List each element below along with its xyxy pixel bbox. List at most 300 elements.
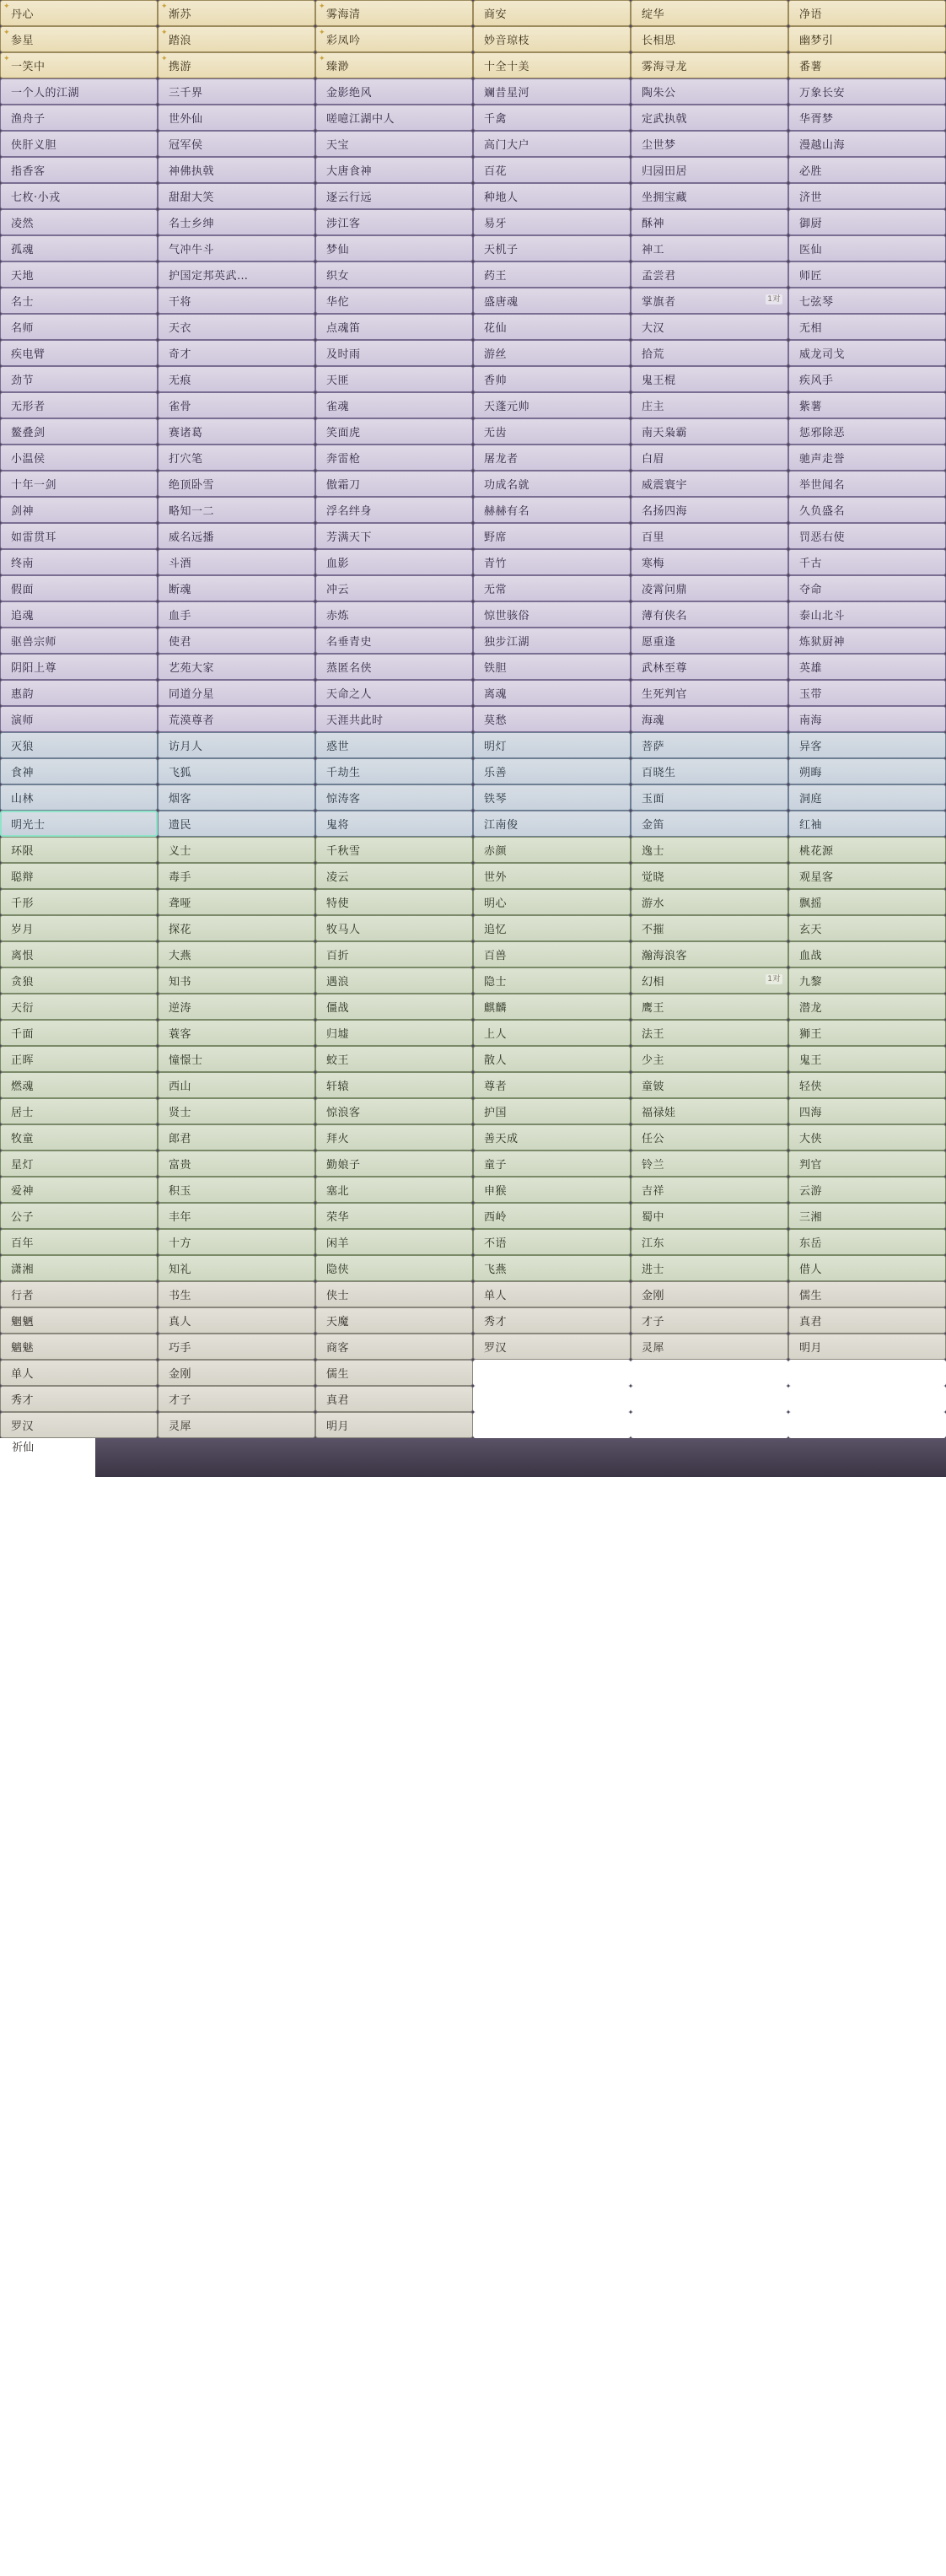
title-cell[interactable]: [788, 157, 946, 183]
title-cell[interactable]: [0, 209, 158, 235]
title-cell[interactable]: [315, 471, 473, 497]
title-cell[interactable]: [788, 523, 946, 549]
title-cell[interactable]: [631, 418, 788, 445]
title-cell[interactable]: [631, 1098, 788, 1124]
title-cell[interactable]: [0, 78, 158, 105]
title-cell[interactable]: [473, 889, 631, 915]
title-cell[interactable]: [473, 26, 631, 52]
title-cell[interactable]: [158, 994, 315, 1020]
title-cell[interactable]: [473, 967, 631, 994]
title-cell[interactable]: [315, 0, 473, 26]
title-cell[interactable]: [315, 1151, 473, 1177]
title-cell[interactable]: [473, 1177, 631, 1203]
title-cell[interactable]: [0, 26, 158, 52]
title-cell[interactable]: [315, 1255, 473, 1281]
title-cell[interactable]: [158, 1360, 315, 1386]
title-cell[interactable]: [788, 549, 946, 575]
title-cell[interactable]: [315, 1203, 473, 1229]
title-cell[interactable]: [158, 601, 315, 628]
title-cell[interactable]: [788, 497, 946, 523]
title-cell[interactable]: [473, 706, 631, 732]
title-cell[interactable]: [788, 601, 946, 628]
title-cell[interactable]: [158, 0, 315, 26]
title-cell[interactable]: [315, 889, 473, 915]
title-cell[interactable]: [473, 628, 631, 654]
title-cell[interactable]: [158, 235, 315, 261]
title-cell[interactable]: [788, 105, 946, 131]
title-cell[interactable]: [315, 78, 473, 105]
title-cell[interactable]: [0, 1386, 158, 1412]
title-cell[interactable]: [631, 523, 788, 549]
title-cell[interactable]: [315, 131, 473, 157]
title-cell[interactable]: [0, 471, 158, 497]
title-cell[interactable]: [0, 52, 158, 78]
title-cell[interactable]: [158, 26, 315, 52]
title-cell[interactable]: [473, 994, 631, 1020]
title-cell[interactable]: [473, 1124, 631, 1151]
title-cell[interactable]: [631, 680, 788, 706]
title-cell[interactable]: [631, 628, 788, 654]
title-cell[interactable]: [158, 654, 315, 680]
title-cell[interactable]: [0, 1098, 158, 1124]
title-cell[interactable]: [0, 261, 158, 288]
title-cell[interactable]: [631, 811, 788, 837]
title-cell[interactable]: [631, 471, 788, 497]
title-cell[interactable]: [788, 183, 946, 209]
title-cell[interactable]: [631, 235, 788, 261]
title-cell[interactable]: [631, 52, 788, 78]
title-cell[interactable]: [631, 1020, 788, 1046]
title-cell[interactable]: [315, 758, 473, 784]
title-cell[interactable]: [315, 105, 473, 131]
title-cell[interactable]: [473, 366, 631, 392]
title-cell[interactable]: [315, 680, 473, 706]
title-cell[interactable]: [158, 837, 315, 863]
title-cell[interactable]: [158, 340, 315, 366]
title-cell[interactable]: [788, 0, 946, 26]
title-cell[interactable]: [315, 392, 473, 418]
title-cell[interactable]: [0, 1229, 158, 1255]
title-cell[interactable]: [788, 1281, 946, 1307]
title-cell[interactable]: [631, 314, 788, 340]
title-cell[interactable]: [788, 26, 946, 52]
title-cell[interactable]: [631, 1046, 788, 1072]
title-cell[interactable]: [0, 941, 158, 967]
title-cell[interactable]: [0, 654, 158, 680]
title-cell[interactable]: [631, 967, 788, 994]
title-cell[interactable]: [315, 261, 473, 288]
title-cell[interactable]: [631, 654, 788, 680]
title-cell[interactable]: [158, 157, 315, 183]
title-cell[interactable]: [315, 340, 473, 366]
title-cell[interactable]: [788, 1229, 946, 1255]
title-cell[interactable]: [315, 784, 473, 811]
title-cell[interactable]: [631, 1177, 788, 1203]
title-cell[interactable]: [0, 706, 158, 732]
title-cell[interactable]: [473, 261, 631, 288]
title-cell[interactable]: [315, 601, 473, 628]
title-cell[interactable]: [631, 209, 788, 235]
title-cell[interactable]: [788, 52, 946, 78]
title-cell[interactable]: [158, 1177, 315, 1203]
title-cell[interactable]: [158, 889, 315, 915]
title-cell[interactable]: [315, 523, 473, 549]
title-cell[interactable]: [0, 445, 158, 471]
title-cell[interactable]: [473, 1046, 631, 1072]
title-cell[interactable]: [158, 1386, 315, 1412]
title-cell[interactable]: [0, 235, 158, 261]
title-cell[interactable]: [158, 183, 315, 209]
title-cell[interactable]: [631, 340, 788, 366]
title-cell[interactable]: [788, 418, 946, 445]
title-cell[interactable]: [631, 837, 788, 863]
title-cell[interactable]: [315, 314, 473, 340]
title-cell[interactable]: [473, 654, 631, 680]
title-cell[interactable]: [631, 784, 788, 811]
title-cell[interactable]: [0, 1255, 158, 1281]
title-cell[interactable]: [631, 366, 788, 392]
title-cell[interactable]: [788, 1307, 946, 1334]
title-cell[interactable]: [158, 1334, 315, 1360]
title-cell[interactable]: [631, 706, 788, 732]
title-cell[interactable]: [158, 915, 315, 941]
title-cell[interactable]: [631, 392, 788, 418]
title-cell[interactable]: [788, 366, 946, 392]
title-cell[interactable]: [315, 549, 473, 575]
title-cell[interactable]: [0, 1281, 158, 1307]
title-cell[interactable]: [788, 1177, 946, 1203]
title-cell[interactable]: [788, 235, 946, 261]
title-cell[interactable]: [315, 235, 473, 261]
title-cell[interactable]: [631, 288, 788, 314]
title-cell[interactable]: [315, 967, 473, 994]
title-cell[interactable]: [631, 157, 788, 183]
title-cell[interactable]: [0, 314, 158, 340]
title-cell[interactable]: [315, 445, 473, 471]
title-cell[interactable]: [788, 1072, 946, 1098]
title-cell[interactable]: [158, 471, 315, 497]
title-cell[interactable]: [158, 863, 315, 889]
title-cell[interactable]: [158, 366, 315, 392]
title-cell[interactable]: [473, 1307, 631, 1334]
title-cell[interactable]: [631, 941, 788, 967]
title-cell[interactable]: [158, 1020, 315, 1046]
title-cell[interactable]: [473, 1020, 631, 1046]
title-cell[interactable]: [0, 889, 158, 915]
title-cell[interactable]: [473, 209, 631, 235]
title-cell[interactable]: [315, 654, 473, 680]
title-cell[interactable]: [631, 1229, 788, 1255]
title-cell[interactable]: [473, 1334, 631, 1360]
title-cell[interactable]: [631, 1334, 788, 1360]
title-cell[interactable]: [0, 1203, 158, 1229]
title-cell[interactable]: [158, 941, 315, 967]
title-cell[interactable]: [0, 1072, 158, 1098]
title-cell[interactable]: [158, 680, 315, 706]
title-cell[interactable]: [315, 1334, 473, 1360]
title-cell[interactable]: [631, 915, 788, 941]
title-cell[interactable]: [0, 758, 158, 784]
title-cell[interactable]: [788, 1098, 946, 1124]
title-cell[interactable]: [788, 575, 946, 601]
title-cell[interactable]: [158, 418, 315, 445]
title-cell[interactable]: [158, 758, 315, 784]
title-cell[interactable]: [158, 52, 315, 78]
title-cell[interactable]: [788, 471, 946, 497]
title-cell[interactable]: [631, 105, 788, 131]
title-cell[interactable]: [473, 1203, 631, 1229]
title-cell[interactable]: [0, 994, 158, 1020]
title-cell[interactable]: [158, 1046, 315, 1072]
title-cell[interactable]: [631, 758, 788, 784]
title-cell[interactable]: [158, 575, 315, 601]
title-cell[interactable]: [315, 575, 473, 601]
title-cell[interactable]: [315, 418, 473, 445]
title-cell[interactable]: [473, 1281, 631, 1307]
title-cell[interactable]: [631, 1281, 788, 1307]
title-cell[interactable]: [315, 157, 473, 183]
title-cell[interactable]: [473, 758, 631, 784]
title-cell[interactable]: [0, 967, 158, 994]
title-cell[interactable]: [631, 131, 788, 157]
title-cell[interactable]: [158, 1412, 315, 1438]
title-cell[interactable]: [788, 784, 946, 811]
title-cell[interactable]: [158, 1124, 315, 1151]
title-cell[interactable]: [788, 889, 946, 915]
title-cell[interactable]: [0, 549, 158, 575]
title-cell[interactable]: [158, 288, 315, 314]
title-cell[interactable]: [788, 288, 946, 314]
title-cell[interactable]: [473, 732, 631, 758]
title-cell[interactable]: [631, 78, 788, 105]
title-cell[interactable]: [158, 1229, 315, 1255]
title-cell[interactable]: [473, 314, 631, 340]
title-cell[interactable]: [315, 497, 473, 523]
title-cell[interactable]: [788, 680, 946, 706]
title-cell[interactable]: [315, 706, 473, 732]
title-cell[interactable]: [315, 1229, 473, 1255]
title-cell[interactable]: [788, 1151, 946, 1177]
title-cell[interactable]: [788, 1046, 946, 1072]
title-cell[interactable]: [473, 549, 631, 575]
title-cell[interactable]: [473, 680, 631, 706]
title-cell[interactable]: [631, 26, 788, 52]
title-cell[interactable]: [315, 183, 473, 209]
title-cell[interactable]: [631, 1203, 788, 1229]
title-cell[interactable]: [315, 1124, 473, 1151]
title-cell[interactable]: [0, 575, 158, 601]
title-cell[interactable]: [315, 366, 473, 392]
title-cell[interactable]: [158, 706, 315, 732]
title-cell[interactable]: [788, 811, 946, 837]
title-cell[interactable]: [788, 732, 946, 758]
title-cell[interactable]: [473, 915, 631, 941]
title-cell[interactable]: [473, 784, 631, 811]
title-cell[interactable]: [0, 811, 158, 837]
title-cell[interactable]: [473, 1151, 631, 1177]
title-cell[interactable]: [158, 261, 315, 288]
title-cell[interactable]: [0, 1046, 158, 1072]
title-cell[interactable]: [473, 392, 631, 418]
title-cell[interactable]: [315, 1360, 473, 1386]
title-cell[interactable]: [158, 811, 315, 837]
title-cell[interactable]: [788, 967, 946, 994]
title-cell[interactable]: [315, 1386, 473, 1412]
title-cell[interactable]: [0, 601, 158, 628]
title-cell[interactable]: [0, 863, 158, 889]
title-cell[interactable]: [315, 1281, 473, 1307]
title-cell[interactable]: [788, 209, 946, 235]
title-cell[interactable]: [0, 784, 158, 811]
title-cell[interactable]: [788, 1124, 946, 1151]
title-cell[interactable]: [631, 575, 788, 601]
title-cell[interactable]: [788, 445, 946, 471]
title-cell[interactable]: [315, 732, 473, 758]
title-cell[interactable]: [788, 1020, 946, 1046]
title-cell[interactable]: [0, 497, 158, 523]
title-cell[interactable]: [788, 261, 946, 288]
title-cell[interactable]: [631, 1307, 788, 1334]
title-cell[interactable]: [631, 183, 788, 209]
title-cell[interactable]: [158, 105, 315, 131]
title-cell[interactable]: [315, 941, 473, 967]
title-cell[interactable]: [158, 549, 315, 575]
title-cell[interactable]: [631, 994, 788, 1020]
title-cell[interactable]: [788, 1203, 946, 1229]
title-cell[interactable]: [473, 288, 631, 314]
title-cell[interactable]: [473, 1255, 631, 1281]
title-cell[interactable]: [473, 471, 631, 497]
title-cell[interactable]: [473, 497, 631, 523]
title-cell[interactable]: [158, 392, 315, 418]
title-cell[interactable]: [0, 131, 158, 157]
title-cell[interactable]: [473, 601, 631, 628]
title-cell[interactable]: [788, 314, 946, 340]
title-cell[interactable]: [788, 706, 946, 732]
title-cell[interactable]: [0, 1020, 158, 1046]
title-cell[interactable]: [473, 837, 631, 863]
title-cell[interactable]: [0, 1307, 158, 1334]
title-cell[interactable]: [0, 392, 158, 418]
title-cell[interactable]: [315, 1307, 473, 1334]
title-cell[interactable]: [158, 1281, 315, 1307]
title-cell[interactable]: [0, 523, 158, 549]
title-cell[interactable]: [315, 1046, 473, 1072]
title-cell[interactable]: [473, 418, 631, 445]
title-cell[interactable]: [0, 157, 158, 183]
title-cell[interactable]: [473, 811, 631, 837]
title-cell[interactable]: [158, 1072, 315, 1098]
title-cell[interactable]: [158, 497, 315, 523]
title-cell[interactable]: [158, 784, 315, 811]
title-cell[interactable]: [788, 941, 946, 967]
title-cell[interactable]: [0, 0, 158, 26]
title-cell[interactable]: [0, 340, 158, 366]
title-cell[interactable]: [473, 523, 631, 549]
title-cell[interactable]: [788, 392, 946, 418]
title-cell[interactable]: [631, 1124, 788, 1151]
title-cell[interactable]: [0, 1412, 158, 1438]
title-cell[interactable]: [788, 654, 946, 680]
title-cell[interactable]: [473, 941, 631, 967]
title-cell[interactable]: [315, 1020, 473, 1046]
title-cell[interactable]: [158, 732, 315, 758]
title-cell[interactable]: [315, 1412, 473, 1438]
title-cell[interactable]: [631, 1255, 788, 1281]
title-cell[interactable]: [158, 1203, 315, 1229]
title-cell[interactable]: [0, 837, 158, 863]
title-cell[interactable]: [0, 105, 158, 131]
title-cell[interactable]: [315, 26, 473, 52]
title-cell[interactable]: [631, 0, 788, 26]
title-cell[interactable]: [158, 628, 315, 654]
title-cell[interactable]: [315, 52, 473, 78]
title-cell[interactable]: [631, 261, 788, 288]
title-cell[interactable]: [631, 601, 788, 628]
title-cell[interactable]: [0, 732, 158, 758]
title-cell[interactable]: [788, 340, 946, 366]
title-cell[interactable]: [473, 1229, 631, 1255]
title-cell[interactable]: [631, 1151, 788, 1177]
title-cell[interactable]: [788, 837, 946, 863]
title-cell[interactable]: [473, 0, 631, 26]
title-cell[interactable]: [158, 78, 315, 105]
title-cell[interactable]: [473, 1098, 631, 1124]
title-cell[interactable]: [315, 1177, 473, 1203]
title-cell[interactable]: [788, 131, 946, 157]
title-cell[interactable]: [631, 445, 788, 471]
title-cell[interactable]: [158, 523, 315, 549]
title-cell[interactable]: [788, 994, 946, 1020]
title-cell[interactable]: [473, 1072, 631, 1098]
title-cell[interactable]: [0, 183, 158, 209]
title-cell[interactable]: [631, 1072, 788, 1098]
title-cell[interactable]: [315, 915, 473, 941]
title-cell[interactable]: [315, 288, 473, 314]
title-cell[interactable]: [0, 1177, 158, 1203]
title-cell[interactable]: [158, 1098, 315, 1124]
title-cell[interactable]: [315, 994, 473, 1020]
title-cell[interactable]: [158, 445, 315, 471]
title-cell[interactable]: [158, 209, 315, 235]
title-cell[interactable]: [315, 1098, 473, 1124]
title-cell[interactable]: [473, 235, 631, 261]
title-cell[interactable]: [158, 314, 315, 340]
title-cell[interactable]: [473, 445, 631, 471]
title-cell[interactable]: [158, 1151, 315, 1177]
title-cell[interactable]: [315, 209, 473, 235]
title-cell[interactable]: [473, 52, 631, 78]
title-cell[interactable]: [0, 915, 158, 941]
title-cell[interactable]: [631, 889, 788, 915]
title-cell[interactable]: [158, 131, 315, 157]
title-cell[interactable]: [158, 1307, 315, 1334]
title-cell[interactable]: [473, 157, 631, 183]
title-cell[interactable]: [473, 131, 631, 157]
title-cell[interactable]: [631, 549, 788, 575]
title-cell[interactable]: [0, 366, 158, 392]
title-cell[interactable]: [473, 863, 631, 889]
title-cell[interactable]: [631, 497, 788, 523]
title-cell[interactable]: [0, 418, 158, 445]
title-cell[interactable]: [0, 628, 158, 654]
title-cell[interactable]: [315, 837, 473, 863]
title-cell[interactable]: [631, 732, 788, 758]
title-cell[interactable]: [788, 1334, 946, 1360]
title-cell[interactable]: [0, 1334, 158, 1360]
title-cell[interactable]: [788, 915, 946, 941]
title-cell[interactable]: [788, 78, 946, 105]
